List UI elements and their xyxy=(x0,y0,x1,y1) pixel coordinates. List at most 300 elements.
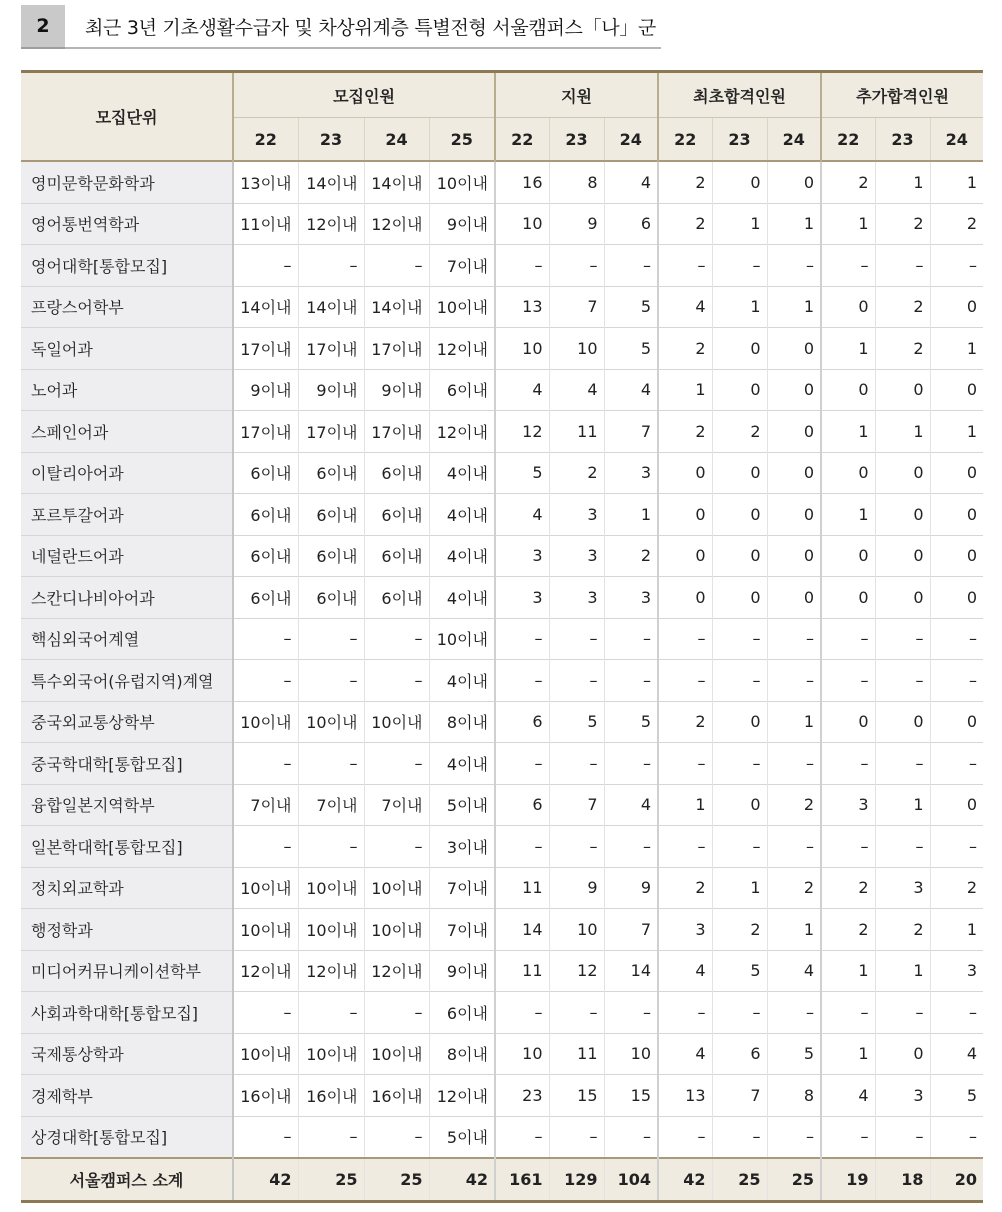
table-cell: – xyxy=(495,1116,549,1158)
table-cell: 2 xyxy=(821,909,875,951)
table-cell: 8 xyxy=(549,161,604,203)
table-cell: 2 xyxy=(767,867,821,909)
table-cell: – xyxy=(658,245,712,287)
table-cell: 11이내 xyxy=(233,203,298,245)
table-row xyxy=(21,1075,983,1117)
table-cell: – xyxy=(233,826,298,868)
table-cell: 12이내 xyxy=(429,328,495,370)
table-cell: 6이내 xyxy=(364,494,429,536)
table-cell: 0 xyxy=(658,452,712,494)
table-cell: – xyxy=(712,245,767,287)
group-header-applicants: 지원 xyxy=(495,72,658,118)
table-cell: 10이내 xyxy=(298,909,364,951)
table-cell: 0 xyxy=(875,369,930,411)
table-cell: – xyxy=(767,743,821,785)
table-cell: – xyxy=(712,826,767,868)
table-cell: – xyxy=(604,826,658,868)
table-cell: 4이내 xyxy=(429,535,495,577)
table-cell: – xyxy=(767,826,821,868)
table-cell: 0 xyxy=(712,494,767,536)
table-cell: 9 xyxy=(604,867,658,909)
table-cell: 2 xyxy=(930,203,983,245)
table-cell: 16이내 xyxy=(233,1075,298,1117)
table-cell: 1 xyxy=(767,909,821,951)
year-header: 23 xyxy=(549,118,604,162)
table-cell: – xyxy=(658,826,712,868)
table-cell: 42 xyxy=(429,1158,495,1201)
table-cell: 4 xyxy=(658,286,712,328)
table-cell: – xyxy=(233,660,298,702)
table-cell: 1 xyxy=(712,867,767,909)
table-cell: 17이내 xyxy=(298,328,364,370)
table-cell: 0 xyxy=(767,535,821,577)
table-cell: 1 xyxy=(875,161,930,203)
table-cell: 4 xyxy=(930,1033,983,1075)
table-row xyxy=(21,1116,983,1158)
table-cell: – xyxy=(495,992,549,1034)
table-cell: 9이내 xyxy=(364,369,429,411)
table-cell: – xyxy=(364,826,429,868)
year-header: 22 xyxy=(495,118,549,162)
table-cell: 3 xyxy=(495,577,549,619)
table-cell: 0 xyxy=(712,535,767,577)
table-cell: 104 xyxy=(604,1158,658,1201)
table-cell: 1 xyxy=(821,494,875,536)
table-cell: 0 xyxy=(875,494,930,536)
table-cell: 6이내 xyxy=(233,535,298,577)
table-cell: 16 xyxy=(495,161,549,203)
table-cell: – xyxy=(821,618,875,660)
table-cell: 161 xyxy=(495,1158,549,1201)
table-cell: 0 xyxy=(930,452,983,494)
table-cell: 5 xyxy=(604,701,658,743)
table-cell: 2 xyxy=(767,784,821,826)
table-cell: – xyxy=(298,826,364,868)
table-cell: 20 xyxy=(930,1158,983,1201)
table-cell: 1 xyxy=(821,203,875,245)
table-cell: – xyxy=(712,1116,767,1158)
table-cell: 15 xyxy=(549,1075,604,1117)
table-cell: – xyxy=(233,992,298,1034)
table-cell: – xyxy=(930,992,983,1034)
table-cell: – xyxy=(712,743,767,785)
table-cell: 15 xyxy=(604,1075,658,1117)
table-cell: – xyxy=(549,245,604,287)
table-cell: – xyxy=(604,743,658,785)
table-cell: 4이내 xyxy=(429,494,495,536)
table-cell: – xyxy=(821,1116,875,1158)
table-cell: 0 xyxy=(930,784,983,826)
table-cell: – xyxy=(930,660,983,702)
table-cell: – xyxy=(298,743,364,785)
table-cell: – xyxy=(875,1116,930,1158)
table-cell: 10 xyxy=(495,203,549,245)
table-cell: 10 xyxy=(495,1033,549,1075)
table-cell: 6이내 xyxy=(364,452,429,494)
table-cell: 0 xyxy=(875,535,930,577)
table-cell: 2 xyxy=(712,411,767,453)
title-underline xyxy=(65,47,661,49)
table-cell: 3 xyxy=(875,1075,930,1117)
table-cell: 2 xyxy=(875,328,930,370)
table-cell: – xyxy=(821,245,875,287)
table-row xyxy=(21,660,983,702)
table-cell: – xyxy=(549,660,604,702)
table-cell: – xyxy=(298,245,364,287)
table-cell: 3 xyxy=(549,535,604,577)
table-cell: 4이내 xyxy=(429,577,495,619)
unit-name: 이탈리아어과 xyxy=(21,452,233,494)
table-cell: 14 xyxy=(604,950,658,992)
table-cell: 19 xyxy=(821,1158,875,1201)
table-cell: – xyxy=(298,618,364,660)
table-body xyxy=(21,161,983,1201)
table-cell: 7이내 xyxy=(429,909,495,951)
table-cell: 3 xyxy=(495,535,549,577)
table-cell: 0 xyxy=(930,535,983,577)
table-cell: – xyxy=(930,245,983,287)
table-cell: 0 xyxy=(658,577,712,619)
table-cell: 0 xyxy=(821,577,875,619)
unit-name: 스칸디나비아어과 xyxy=(21,577,233,619)
table-cell: 6이내 xyxy=(233,494,298,536)
unit-name: 일본학대학[통합모집] xyxy=(21,826,233,868)
table-cell: 4 xyxy=(767,950,821,992)
table-cell: – xyxy=(712,992,767,1034)
table-cell: – xyxy=(549,992,604,1034)
table-cell: 6이내 xyxy=(233,577,298,619)
table-cell: – xyxy=(495,618,549,660)
unit-name: 중국외교통상학부 xyxy=(21,701,233,743)
table-cell: 5이내 xyxy=(429,784,495,826)
table-cell: 13 xyxy=(495,286,549,328)
table-cell: 3 xyxy=(658,909,712,951)
unit-name: 프랑스어학부 xyxy=(21,286,233,328)
table-cell: 10이내 xyxy=(233,867,298,909)
table-cell: 0 xyxy=(930,494,983,536)
table-cell: 2 xyxy=(658,203,712,245)
year-header: 24 xyxy=(930,118,983,162)
table-cell: – xyxy=(658,743,712,785)
table-cell: – xyxy=(233,245,298,287)
table-cell: 25 xyxy=(712,1158,767,1201)
table-cell: – xyxy=(767,1116,821,1158)
table-row xyxy=(21,452,983,494)
table-cell: 3 xyxy=(930,950,983,992)
table-cell: 42 xyxy=(233,1158,298,1201)
unit-name: 노어과 xyxy=(21,369,233,411)
table-row xyxy=(21,328,983,370)
table-cell: 9이내 xyxy=(298,369,364,411)
table-cell: 1 xyxy=(658,784,712,826)
table-cell: 3 xyxy=(549,494,604,536)
table-cell: – xyxy=(875,743,930,785)
table-cell: – xyxy=(495,826,549,868)
table-cell: 10이내 xyxy=(298,867,364,909)
year-header: 22 xyxy=(821,118,875,162)
table-cell: 7이내 xyxy=(429,245,495,287)
unit-name: 행정학과 xyxy=(21,909,233,951)
table-cell: 12이내 xyxy=(429,1075,495,1117)
table-row xyxy=(21,203,983,245)
table-cell: 4 xyxy=(495,369,549,411)
table-cell: 4이내 xyxy=(429,660,495,702)
table-row xyxy=(21,161,983,203)
table-cell: 18 xyxy=(875,1158,930,1201)
table-cell: 1 xyxy=(930,411,983,453)
year-header: 22 xyxy=(658,118,712,162)
table-row xyxy=(21,369,983,411)
table-cell: 1 xyxy=(875,950,930,992)
table-cell: – xyxy=(298,660,364,702)
table-cell: 3 xyxy=(549,577,604,619)
year-header: 25 xyxy=(429,118,495,162)
table-cell: 10 xyxy=(549,909,604,951)
section-title-text: 최근 3년 기초생활수급자 및 차상위계층 특별전형 서울캠퍼스「나」군 xyxy=(85,16,657,39)
table-cell: – xyxy=(767,660,821,702)
table-row xyxy=(21,577,983,619)
table-cell: 14이내 xyxy=(364,161,429,203)
table-cell: – xyxy=(364,992,429,1034)
admission-table xyxy=(21,70,983,1203)
table-cell: 6이내 xyxy=(364,577,429,619)
table-cell: 0 xyxy=(712,328,767,370)
table-cell: – xyxy=(604,618,658,660)
table-cell: 1 xyxy=(658,369,712,411)
subtotal-label: 서울캠퍼스 소계 xyxy=(21,1158,233,1201)
table-cell: 10이내 xyxy=(429,286,495,328)
group-header-quota: 모집인원 xyxy=(233,72,495,118)
table-cell: 4 xyxy=(658,950,712,992)
table-cell: 6이내 xyxy=(298,452,364,494)
unit-name: 영어통번역학과 xyxy=(21,203,233,245)
table-cell: 13 xyxy=(658,1075,712,1117)
table-cell: 6 xyxy=(712,1033,767,1075)
unit-name: 포르투갈어과 xyxy=(21,494,233,536)
table-cell: 6 xyxy=(495,701,549,743)
table-cell: 6이내 xyxy=(429,369,495,411)
unit-name: 경제학부 xyxy=(21,1075,233,1117)
unit-name: 핵심외국어계열 xyxy=(21,618,233,660)
table-cell: – xyxy=(298,992,364,1034)
table-cell: 12이내 xyxy=(298,203,364,245)
table-cell: 14 xyxy=(495,909,549,951)
unit-name: 중국학대학[통합모집] xyxy=(21,743,233,785)
table-cell: 8이내 xyxy=(429,1033,495,1075)
year-header: 23 xyxy=(712,118,767,162)
table-cell: – xyxy=(875,660,930,702)
table-cell: – xyxy=(364,245,429,287)
table-cell: 4 xyxy=(549,369,604,411)
table-cell: 2 xyxy=(821,867,875,909)
table-cell: 0 xyxy=(712,784,767,826)
table-cell: 0 xyxy=(821,452,875,494)
table-cell: – xyxy=(549,826,604,868)
table-cell: – xyxy=(233,1116,298,1158)
title-underline-dark xyxy=(21,47,65,49)
table-cell: – xyxy=(233,743,298,785)
table-cell: 0 xyxy=(930,701,983,743)
table-row xyxy=(21,992,983,1034)
table-cell: 1 xyxy=(930,328,983,370)
table-cell: – xyxy=(604,660,658,702)
table-cell: 12이내 xyxy=(233,950,298,992)
table-cell: – xyxy=(875,826,930,868)
table-cell: – xyxy=(658,618,712,660)
table-cell: 13이내 xyxy=(233,161,298,203)
table-cell: 0 xyxy=(930,369,983,411)
table-cell: 5 xyxy=(930,1075,983,1117)
table-cell: 0 xyxy=(821,369,875,411)
table-cell: 14이내 xyxy=(298,286,364,328)
table-cell: 4이내 xyxy=(429,743,495,785)
table-cell: – xyxy=(604,992,658,1034)
table-cell: 8 xyxy=(767,1075,821,1117)
table-cell: 6이내 xyxy=(298,535,364,577)
table-row xyxy=(21,701,983,743)
table-cell: 10이내 xyxy=(233,1033,298,1075)
table-cell: 0 xyxy=(930,577,983,619)
table-cell: – xyxy=(767,618,821,660)
table-cell: 2 xyxy=(658,328,712,370)
table-cell: 0 xyxy=(767,494,821,536)
table-cell: 2 xyxy=(821,161,875,203)
table-cell: 9 xyxy=(549,867,604,909)
unit-name: 상경대학[통합모집] xyxy=(21,1116,233,1158)
table-cell: 14이내 xyxy=(364,286,429,328)
table-cell: – xyxy=(233,618,298,660)
table-cell: 10이내 xyxy=(364,867,429,909)
table-cell: 2 xyxy=(875,286,930,328)
table-cell: 0 xyxy=(875,452,930,494)
table-cell: 0 xyxy=(875,577,930,619)
table-cell: – xyxy=(549,618,604,660)
table-cell: – xyxy=(549,1116,604,1158)
table-cell: 10이내 xyxy=(364,701,429,743)
table-cell: 1 xyxy=(821,1033,875,1075)
table-cell: – xyxy=(821,660,875,702)
unit-name: 정치외교학과 xyxy=(21,867,233,909)
table-cell: 0 xyxy=(712,161,767,203)
unit-name: 미디어커뮤니케이션학부 xyxy=(21,950,233,992)
table-cell: 6 xyxy=(495,784,549,826)
table-row xyxy=(21,411,983,453)
table-cell: 0 xyxy=(767,161,821,203)
table-cell: 1 xyxy=(930,161,983,203)
table-cell: 0 xyxy=(767,577,821,619)
table-cell: 1 xyxy=(604,494,658,536)
table-cell: 3 xyxy=(821,784,875,826)
table-cell: 5 xyxy=(549,701,604,743)
table-cell: 0 xyxy=(821,535,875,577)
table-cell: 16이내 xyxy=(298,1075,364,1117)
table-cell: 10이내 xyxy=(429,618,495,660)
table-row xyxy=(21,494,983,536)
table-cell: 7 xyxy=(549,784,604,826)
table-cell: – xyxy=(364,1116,429,1158)
table-cell: 4 xyxy=(821,1075,875,1117)
table-cell: 7이내 xyxy=(364,784,429,826)
table-cell: 6이내 xyxy=(429,992,495,1034)
table-cell: 6이내 xyxy=(298,494,364,536)
table-cell: – xyxy=(875,992,930,1034)
table-cell: 0 xyxy=(930,286,983,328)
table-cell: 3 xyxy=(604,577,658,619)
subtotal-row xyxy=(21,1158,983,1201)
table-cell: – xyxy=(875,618,930,660)
table-cell: 8이내 xyxy=(429,701,495,743)
table-cell: – xyxy=(821,992,875,1034)
table-cell: – xyxy=(930,826,983,868)
table-cell: 2 xyxy=(658,701,712,743)
table-cell: – xyxy=(549,743,604,785)
table-cell: 4 xyxy=(604,161,658,203)
table-cell: 17이내 xyxy=(298,411,364,453)
table-cell: 0 xyxy=(821,701,875,743)
table-cell: 11 xyxy=(495,867,549,909)
table-cell: 7 xyxy=(604,909,658,951)
table-cell: 10이내 xyxy=(429,161,495,203)
table-cell: – xyxy=(930,743,983,785)
table-cell: 4이내 xyxy=(429,452,495,494)
table-cell: 1 xyxy=(712,286,767,328)
table-cell: 4 xyxy=(495,494,549,536)
year-header: 22 xyxy=(233,118,298,162)
table-cell: 4 xyxy=(658,1033,712,1075)
group-header-initial-pass: 최초합격인원 xyxy=(658,72,821,118)
table-cell: 23 xyxy=(495,1075,549,1117)
year-header: 24 xyxy=(767,118,821,162)
table-cell: 5이내 xyxy=(429,1116,495,1158)
table-row xyxy=(21,784,983,826)
table-cell: – xyxy=(495,660,549,702)
table-cell: 0 xyxy=(712,577,767,619)
table-cell: 5 xyxy=(767,1033,821,1075)
table-cell: – xyxy=(495,245,549,287)
table-cell: 10이내 xyxy=(298,701,364,743)
table-cell: 0 xyxy=(821,286,875,328)
table-cell: 10이내 xyxy=(233,909,298,951)
table-cell: 1 xyxy=(767,286,821,328)
table-cell: 6이내 xyxy=(233,452,298,494)
table-cell: 2 xyxy=(604,535,658,577)
table-cell: 10이내 xyxy=(364,909,429,951)
table-cell: – xyxy=(930,1116,983,1158)
table-cell: 10이내 xyxy=(298,1033,364,1075)
unit-name: 영어대학[통합모집] xyxy=(21,245,233,287)
table-cell: 4 xyxy=(604,784,658,826)
table-cell: 7 xyxy=(712,1075,767,1117)
table-cell: 0 xyxy=(712,701,767,743)
unit-name: 영미문학문화학과 xyxy=(21,161,233,203)
table-cell: 0 xyxy=(712,369,767,411)
table-cell: 7이내 xyxy=(233,784,298,826)
table-cell: – xyxy=(712,660,767,702)
table-cell: 25 xyxy=(767,1158,821,1201)
table-cell: – xyxy=(604,1116,658,1158)
table-row xyxy=(21,618,983,660)
table-cell: – xyxy=(298,1116,364,1158)
table-cell: – xyxy=(604,245,658,287)
table-cell: 10 xyxy=(549,328,604,370)
table-cell: 11 xyxy=(495,950,549,992)
table-cell: 2 xyxy=(658,867,712,909)
table-cell: 1 xyxy=(767,203,821,245)
table-cell: 3 xyxy=(604,452,658,494)
table-cell: 1 xyxy=(712,203,767,245)
table-cell: 2 xyxy=(712,909,767,951)
table-cell: – xyxy=(767,245,821,287)
